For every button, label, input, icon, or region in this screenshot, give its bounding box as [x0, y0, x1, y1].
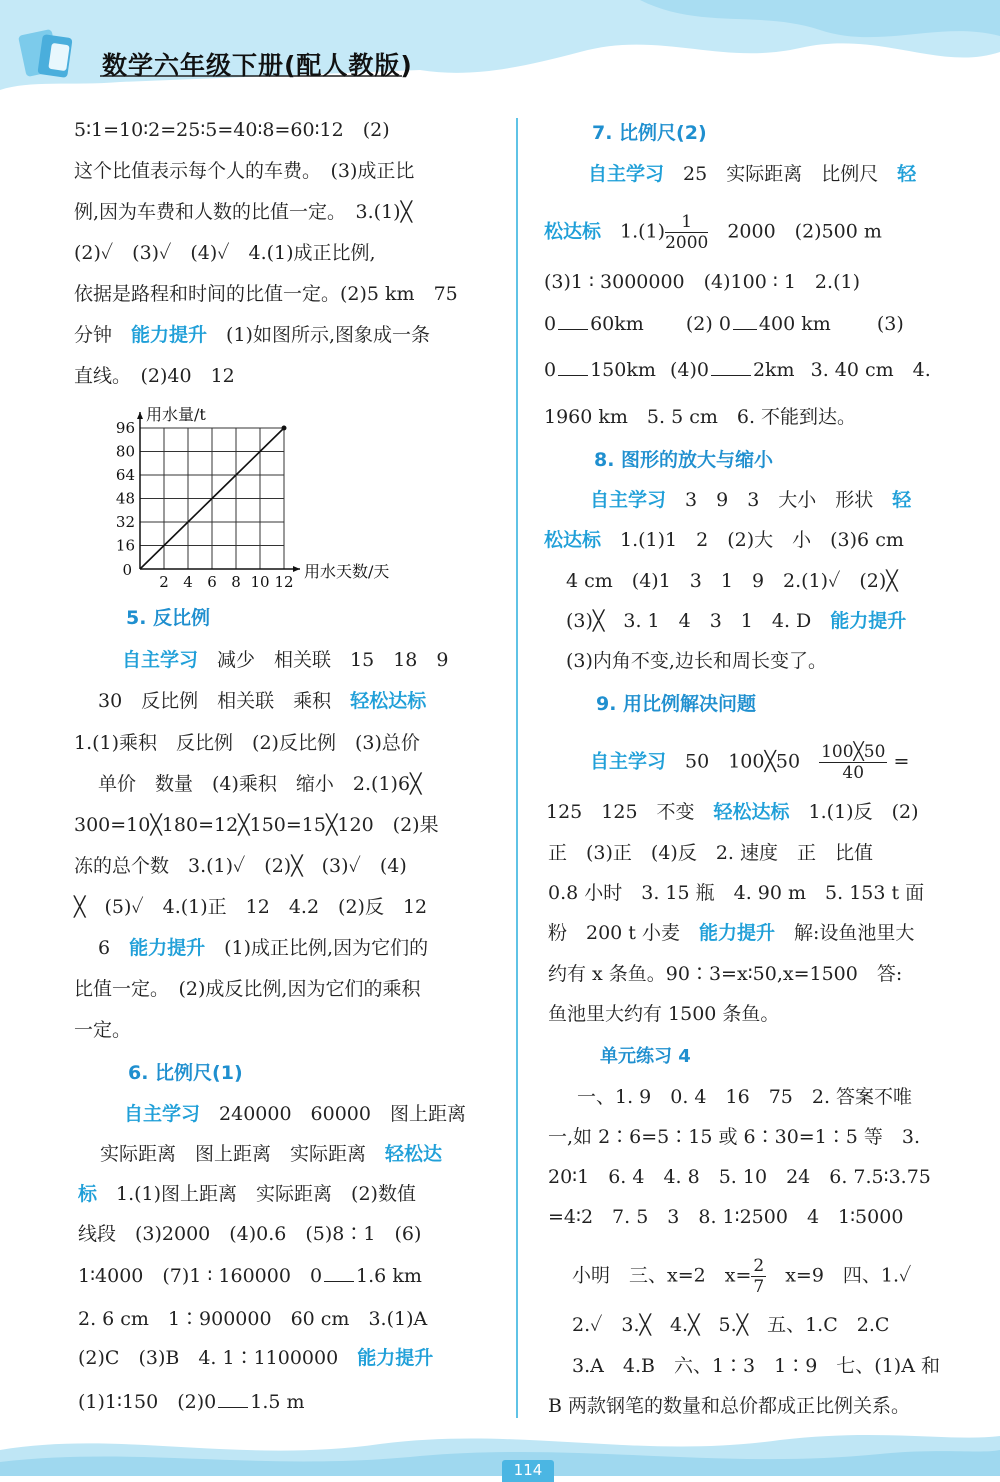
- x-tick-label: 2: [159, 573, 169, 591]
- text-line: [590, 742, 909, 783]
- tag-easy-pass-cont: 松达标: [544, 529, 602, 551]
- denominator: 2000: [665, 233, 709, 253]
- fraction: [819, 742, 887, 783]
- text-run: 粉 200 t 小麦: [548, 922, 699, 944]
- scale-bar: [544, 356, 626, 384]
- scale-unit: m: [286, 1391, 305, 1413]
- text-line: [74, 321, 430, 349]
- text-line: 约有 x 条鱼。90∶3=x∶50,x=1500 答:: [548, 963, 903, 985]
- text-run: (4): [669, 359, 697, 381]
- text-line: 正 (3)正 (4)反 2. 速度 正 比值: [548, 842, 873, 864]
- text-line: [544, 212, 882, 253]
- text-line: [78, 1344, 433, 1372]
- denominator: 7: [753, 1277, 765, 1297]
- tag-self-study: 自主学习: [122, 649, 199, 671]
- text-line: 2. 6 cm 1∶900000 60 cm 3.(1)A: [78, 1308, 428, 1330]
- text-line: 比值一定。 (2)成反比例,因为它们的乘积: [74, 978, 421, 1000]
- scale-unit: km: [801, 313, 831, 335]
- text-line: [544, 526, 904, 554]
- text-run: 2000 (2)500 m: [708, 220, 882, 243]
- scale-bar: [697, 356, 765, 384]
- text-run: 6: [98, 937, 130, 959]
- fraction: [751, 1256, 766, 1297]
- text-line: 线段 (3)2000 (4)0.6 (5)8∶1 (6): [78, 1223, 422, 1245]
- tag-ability-up: 能力提升: [131, 324, 208, 346]
- text-line: 单价 数量 (4)乘积 缩小 2.(1)6╳: [98, 773, 422, 795]
- tag-ability-up: 能力提升: [698, 922, 775, 944]
- text-run: 1.(1)反 (2): [789, 801, 919, 823]
- text-line: 一、1. 9 0. 4 16 75 2. 答案不唯: [558, 1086, 913, 1108]
- y-tick-label: 96: [115, 419, 135, 437]
- y-axis-label: 用水量/t: [146, 405, 206, 424]
- scale-value: 150: [590, 359, 627, 381]
- text-run: 减少 相关联 15 18 9: [198, 649, 449, 671]
- scale-unit: km: [765, 359, 795, 381]
- denominator: 40: [842, 763, 865, 783]
- tag-self-study: 自主学习: [590, 489, 667, 511]
- text-line: =4∶2 7. 5 3 8. 1∶2500 4 1∶5000: [548, 1206, 904, 1228]
- scale-value: 1.6: [356, 1265, 387, 1287]
- text-line: [78, 1262, 422, 1290]
- text-line: (3)内角不变,边长和周长变了。: [566, 650, 827, 672]
- water-usage-chart: [84, 402, 424, 592]
- numerator: 2: [753, 1256, 765, 1276]
- x-tick-label: 10: [250, 573, 270, 591]
- scale-bar: [204, 1388, 280, 1416]
- text-line: 1.(1)乘积 反比例 (2)反比例 (3)总价: [74, 732, 420, 754]
- tag-self-study: 自主学习: [124, 1103, 201, 1125]
- x-tick-label: 12: [274, 573, 294, 591]
- text-run: 1.(1): [601, 220, 666, 243]
- text-run: (2): [685, 313, 713, 335]
- section-title: 7. 比例尺(2): [592, 122, 707, 144]
- scale-unit: km: [392, 1265, 422, 1287]
- y-tick-label: 80: [115, 442, 135, 461]
- page-number: 114: [502, 1460, 554, 1482]
- tag-easy-pass: 轻: [892, 489, 912, 511]
- text-run: 解:设鱼池里大: [775, 922, 915, 944]
- tag-ability-up: 能力提升: [357, 1347, 434, 1369]
- tag-easy-pass: 轻松达标: [350, 690, 427, 712]
- text-run: (1)成正比例,因为它们的: [205, 937, 429, 959]
- fraction: [665, 212, 708, 253]
- text-line: [566, 607, 906, 635]
- data-point: [282, 426, 287, 431]
- text-run: 小明 三、x=2 x=: [572, 1264, 752, 1287]
- tag-ability-up: 能力提升: [129, 937, 206, 959]
- text-line: [546, 798, 919, 826]
- tag-ability-up: 能力提升: [830, 610, 907, 632]
- tag-easy-pass: 轻松达标: [713, 801, 790, 823]
- tag-self-study: 自主学习: [590, 750, 667, 773]
- text-run: =: [887, 750, 910, 773]
- section-title: 单元练习 4: [600, 1046, 691, 1067]
- origin-label: 0: [122, 561, 132, 579]
- scale-bar: [719, 310, 795, 338]
- text-run: 240000 60000 图上距离: [200, 1103, 466, 1125]
- scale-unit: km: [614, 313, 644, 335]
- text-line: 20∶1 6. 4 4. 8 5. 10 24 6. 7.5∶3.75: [548, 1166, 931, 1188]
- x-tick-label: 6: [207, 573, 217, 591]
- scale-zero: 0: [204, 1391, 217, 1413]
- chart-svg: [84, 402, 424, 592]
- x-tick-label: 8: [231, 573, 241, 591]
- text-run: 1.(1)图上距离 实际距离 (2)数值: [97, 1183, 416, 1205]
- text-line: [98, 687, 426, 715]
- y-tick-label: 64: [115, 466, 135, 484]
- text-run: 30 反比例 相关联 乘积: [98, 690, 351, 712]
- tag-easy-pass: 轻: [897, 163, 917, 185]
- text-run: 1∶4000 (7)1 ∶ 160000: [78, 1265, 310, 1287]
- text-line: 5∶1=10∶2=25∶5=40∶8=60∶12 (2): [74, 119, 390, 141]
- text-line: 一,如 2∶6=5∶15 或 6∶30=1∶5 等 3.: [548, 1126, 921, 1148]
- tag-easy-pass-cont: 松达标: [544, 220, 602, 243]
- scale-bar: [310, 1262, 386, 1290]
- text-line: 3.A 4.B 六、1∶3 1∶9 七、(1)A 和: [572, 1355, 940, 1377]
- text-run: (3)╳ 3. 1 4 3 1 4. D: [566, 610, 831, 632]
- text-run: 1.(1)1 2 (2)大 小 (3)6 cm: [601, 529, 904, 551]
- text-line: [124, 1100, 466, 1128]
- scale-value: 1.5: [250, 1391, 281, 1413]
- scale-value: 2: [752, 359, 766, 381]
- text-line: [590, 486, 911, 514]
- text-run: 3. 40 cm 4.: [810, 359, 931, 381]
- scale-value: 60: [590, 313, 615, 335]
- text-line: 依据是路程和时间的比值一定。(2)5 km 75: [74, 283, 458, 305]
- text-line: 直线。 (2)40 12: [74, 365, 235, 387]
- text-run: 125 125 不变: [546, 801, 714, 823]
- text-line: (2)✓ (3)✓ (4)✓ 4.(1)成正比例,: [74, 242, 376, 264]
- text-line: [122, 646, 448, 674]
- numerator: 100╳50: [821, 742, 886, 762]
- text-run: (3): [876, 313, 904, 335]
- text-line: 2.✓ 3.╳ 4.╳ 5.╳ 五、1.C 2.C: [572, 1314, 890, 1336]
- text-run: 25 实际距离 比例尺: [664, 163, 898, 185]
- scale-zero: 0: [696, 359, 709, 381]
- tag-easy-pass: 轻松达: [385, 1143, 443, 1165]
- text-line: [98, 934, 428, 962]
- numerator: 1: [665, 212, 708, 233]
- text-line: [588, 160, 916, 188]
- text-line: [548, 919, 914, 947]
- y-tick-label: 32: [115, 513, 135, 531]
- text-line: [78, 1180, 416, 1208]
- text-line: ╳ (5)✓ 4.(1)正 12 4.2 (2)反 12: [74, 896, 428, 918]
- scale-bar: [544, 310, 614, 338]
- text-line: [78, 1388, 305, 1416]
- text-line: B 两款钢笔的数量和总价都成正比例关系。: [548, 1395, 911, 1417]
- text-line: [544, 356, 931, 384]
- section-title: 8. 图形的放大与缩小: [594, 449, 774, 471]
- text-line: 这个比值表示每个人的车费。 (3)成正比: [74, 160, 415, 182]
- text-run: 实际距离 图上距离 实际距离: [100, 1143, 386, 1165]
- text-line: [544, 310, 904, 338]
- scale-unit: km: [626, 359, 656, 381]
- text-run: 50 100╳50: [666, 750, 820, 773]
- text-line: [572, 1256, 911, 1297]
- section-title: 6. 比例尺(1): [128, 1062, 243, 1084]
- tag-easy-pass-cont: 标: [78, 1183, 98, 1205]
- text-line: 鱼池里大约有 1500 条鱼。: [548, 1003, 780, 1025]
- text-line: 0.8 小时 3. 15 瓶 4. 90 m 5. 153 t 面: [548, 882, 925, 904]
- text-line: [100, 1140, 442, 1168]
- x-axis-label: 用水天数/天: [304, 562, 390, 581]
- text-run: 3 9 3 大小 形状: [666, 489, 893, 511]
- text-line: 1960 km 5. 5 cm 6. 不能到达。: [544, 406, 857, 428]
- column-divider: [516, 118, 518, 1418]
- scale-zero: 0: [309, 1265, 323, 1287]
- text-line: 冻的总个数 3.(1)✓ (2)╳ (3)✓ (4): [74, 855, 407, 877]
- header-title: 数学六年级下册(配人教版): [102, 51, 413, 80]
- text-run: (1)如图所示,图象成一条: [207, 324, 430, 346]
- scale-zero: 0: [718, 313, 731, 335]
- text-line: 例,因为车费和人数的比值一定。 3.(1)╳: [74, 201, 413, 223]
- text-line: 4 cm (4)1 3 1 9 2.(1)✓ (2)╳: [566, 570, 898, 592]
- x-axis-arrow: [293, 566, 300, 572]
- section-title: 9. 用比例解决问题: [596, 693, 757, 715]
- y-axis-arrow: [137, 412, 143, 419]
- x-tick-label: 4: [183, 573, 193, 591]
- scale-zero: 0: [544, 359, 557, 381]
- scale-zero: 0: [544, 313, 557, 335]
- text-run: 分钟: [74, 324, 132, 346]
- text-line: 300=10╳180=12╳150=15╳120 (2)果: [74, 814, 439, 836]
- footer-wave-decoration: [0, 1420, 1000, 1476]
- section-title: 5. 反比例: [126, 607, 211, 629]
- text-line: 一定。: [74, 1019, 132, 1041]
- text-run: (1)1∶150 (2): [78, 1391, 205, 1413]
- text-line: (3)1 ∶ 3000000 (4)100 ∶ 1 2.(1): [544, 271, 860, 293]
- y-tick-label: 16: [115, 536, 135, 555]
- text-run: x=9 四、1.✓: [766, 1264, 912, 1287]
- tag-self-study: 自主学习: [588, 163, 665, 185]
- y-tick-label: 48: [115, 489, 135, 508]
- scale-value: 400: [758, 313, 796, 335]
- text-run: (2)C (3)B 4. 1∶1100000: [78, 1347, 358, 1369]
